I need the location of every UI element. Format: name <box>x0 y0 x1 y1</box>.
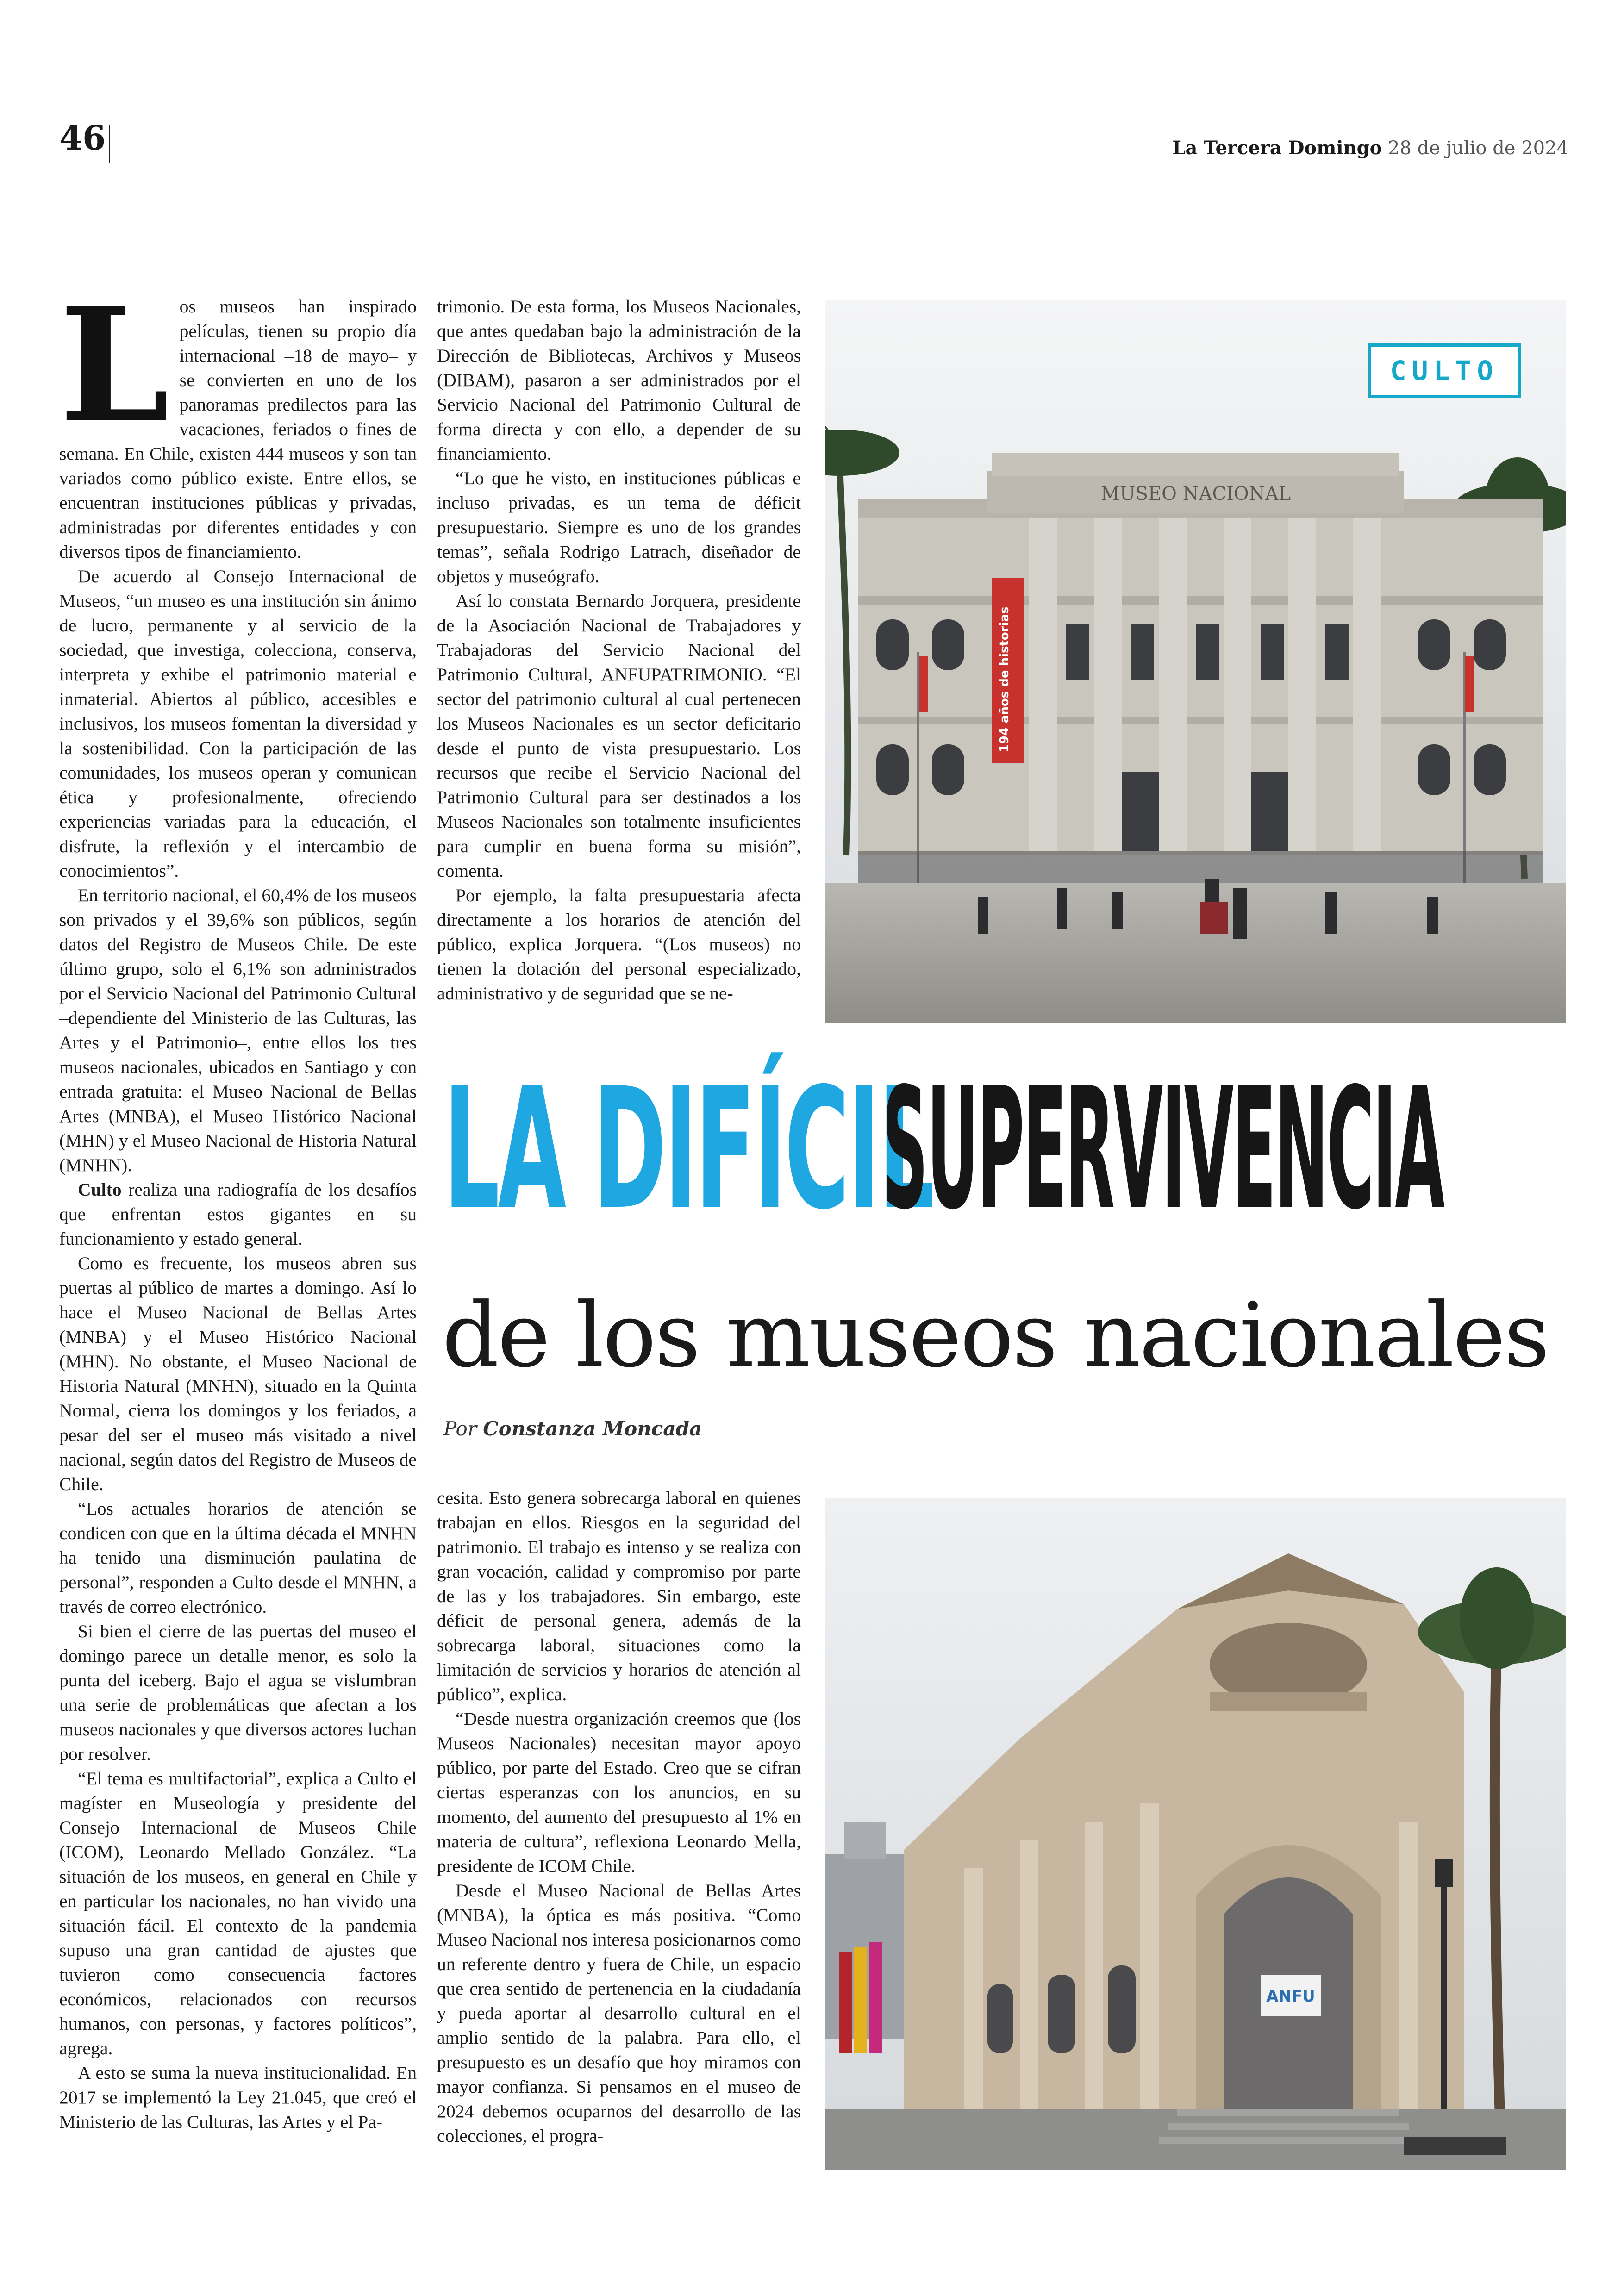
publication-name: La Tercera Domingo <box>1172 137 1382 159</box>
paragraph: “Desde nuestra organización creemos que (los Museos Nacionales) necesitan mayor apoyo público, por parte del Estado. Creo que se cifran ciertas esperanzas con los anuncios, en su momento, del aumento del presupuesto al 1% en materia de cultura”, reflexiona Leonardo Mella, presidente de ICOM Chile. <box>437 1709 801 1876</box>
paragraph: Por ejemplo, la falta presupuestaria afecta directamente a los horarios de atención del público, explica Jorquera. “(Los museos) no tienen la dotación del personal especializado, administrativo y de seguridad que se ne- <box>437 885 801 1004</box>
paragraph: Así lo constata Bernardo Jorquera, presidente de la Asociación Nacional de Trabajadores y Trabajadoras del Servicio Nacional del Patrimonio Cultural, ANFUPATRIMONIO. “El sector del patrimonio cultural al cual pertenecen los Museos Nacionales es un sector deficitario desde el punto de vista presupuestario. Los recursos que recibe el Servicio Nacional del Patrimonio Cultural para ser destinados a los Museos Nacionales son totalmente insuficientes para cumplir en buena forma su misión”, comenta. <box>437 591 801 881</box>
drop-cap: L <box>59 273 169 457</box>
paragraph: “El tema es multifactorial”, explica a Culto el magíster en Museología y presidente del Consejo Internacional de Museos Chile (ICOM), Leonardo Mellado González. “La situación de los museos, en general en Chile y en particular los nacionales, no han vivido una situación fácil. El contexto de la pandemia supuso una gran cantidad de ajustes que tuvieron como consecuencia factores económicos, relacionados con recursos humanos, con personas, y factores políticos”, agrega. <box>59 1768 417 2058</box>
culto-tag-label: CULTO <box>1390 355 1499 387</box>
masthead <box>1172 139 1568 157</box>
banner-text: 194 años de historias <box>998 606 1012 753</box>
page-number: 46 <box>59 118 106 157</box>
culto-section-tag <box>1368 343 1525 402</box>
paragraph: “Los actuales horarios de atención se condicen con que en la última década el MNHN ha tenido una disminución paulatina de personal”, responden a Culto desde el MNHN, a través de correo electrónico. <box>59 1498 417 1617</box>
article-column-2-bottom <box>437 1486 801 2148</box>
page-number-divider <box>109 125 110 163</box>
paragraph: Si bien el cierre de las puertas del museo el domingo parece un detalle menor, es solo la punta del iceberg. Bajo el agua se vislumbran una serie de problemáticas que afectan a los museos nacionales y que diversos actores luchan por resolver. <box>59 1621 417 1764</box>
byline-prefix: Por <box>443 1417 477 1440</box>
photo-museo-bellas-artes <box>825 1498 1566 2170</box>
byline-author: Constanza Moncada <box>483 1417 702 1440</box>
paragraph: A esto se suma la nueva institucionalidad. En 2017 se implementó la Ley 21.045, que creó el Ministerio de las Culturas, las Artes y el Pa- <box>59 2063 417 2132</box>
paragraph: Los museos han inspirado películas, tienen su propio día internacional –18 de mayo– y se convierten en uno de los panoramas predilectos para las vacaciones, feriados o fines de semana. En Chile, existen 444 museos y son tan variados como público existe. Entre ellos, se encuentran instituciones públicas y privadas, administradas por diferentes entidades y con diversos tipos de financiamiento. <box>59 273 417 562</box>
paragraph: Desde el Museo Nacional de Bellas Artes (MNBA), la óptica es más positiva. “Como Museo Nacional nos interesa posicionarnos como un referente dentro y fuera de Chile, un espacio que crea sentido de pertenencia en la ciudadanía y pueda aportar al desarrollo cultural en el amplio sentido de la palabra. Para ello, el presupuesto es un desafío que hoy miramos con mayor confianza. Si pensamos en el museo de 2024 debemos ocuparnos del desarrollo de las colecciones, el progra- <box>437 1880 801 2146</box>
issue-date: 28 de julio de 2024 <box>1388 137 1568 159</box>
headline-part-2: SUPERVIVENCIA <box>882 1052 1443 1246</box>
paragraph: De acuerdo al Consejo Internacional de Museos, “un museo es una institución sin ánimo de lucro, permanente y al servicio de la sociedad, que investiga, colecciona, conserva, interpreta y exhibe el patrimonio material e inmaterial. Abiertos al público, accesibles e inclusivos, los museos fomentan la diversidad y la sostenibilidad. Con la participación de las comunidades, los museos operan y comunican ética y profesionalmente, ofreciendo experiencias variadas para la educación, el disfrute, la reflexión y el intercambio de conocimientos”. <box>59 566 417 881</box>
subheadline: de los museos nacionales <box>442 1284 1549 1387</box>
paragraph: cesita. Esto genera sobrecarga laboral en quienes trabajan en ellos. Riesgos en la seguridad del patrimonio. El trabajo es intenso y se realiza con gran vocación, calidad y compromiso por parte de las y los trabajadores. Sin embargo, este déficit de personal genera, además de la sobrecarga laboral, situaciones como la limitación de servicios y horarios de atención al público”, explica. <box>437 1488 801 1704</box>
paragraph: Como es frecuente, los museos abren sus puertas al público de martes a domingo. Así lo hace el Museo Nacional de Bellas Artes (MNBA) y el Museo Histórico Nacional (MHN). No obstante, el Museo Nacional de Historia Natural (MNHN), situado en la Quinta Normal, cierra los domingos y los feriados, a pesar del ser el museo más visitado a nivel nacional, según datos del Registro de Museos de Chile. <box>59 1253 417 1494</box>
paragraph: Culto realiza una radiografía de los desafíos que enfrentan estos gigantes en su funcionamiento y estado general. <box>59 1179 417 1249</box>
article-column-2-top <box>437 294 801 1006</box>
building-sign-text: MUSEO NACIONAL <box>1100 483 1291 505</box>
paragraph: “Lo que he visto, en instituciones públicas e incluso privadas, es un tema de déficit presupuestario. Siempre es uno de los grandes temas”, señala Rodrigo Latrach, diseñador de objetos y museógrafo. <box>437 468 801 586</box>
photo-museo-historia-natural <box>825 300 1566 1023</box>
article-column-1 <box>59 273 417 2134</box>
paragraph: trimonio. De esta forma, los Museos Nacionales, que antes quedaban bajo la administración de la Dirección de Bibliotecas, Archivos y Museos (DIBAM), pasaron a ser administrados por el Servicio Nacional del Patrimonio Cultural de forma directa y con ello, a depender de su financiamiento. <box>437 296 801 464</box>
culto-inline-brand: Culto <box>78 1179 122 1200</box>
anfu-sign-text: ANFU <box>1266 1987 1315 2006</box>
headline-part-1: LA DIFÍCIL <box>443 1052 933 1246</box>
byline <box>443 1417 702 1440</box>
paragraph: En territorio nacional, el 60,4% de los museos son privados y el 39,6% son públicos, según datos del Registro de Museos Chile. De este último grupo, solo el 6,1% son administrados por el Servicio Nacional del Patrimonio Cultural –dependiente del Ministerio de las Culturas, las Artes y el Patrimonio–, entre ellos los tres museos nacionales, ubicados en Santiago y con entrada gratuita: el Museo Nacional de Bellas Artes (MNBA), el Museo Histórico Nacional (MHN) y el Museo Nacional de Historia Natural (MNHN). <box>59 885 417 1175</box>
